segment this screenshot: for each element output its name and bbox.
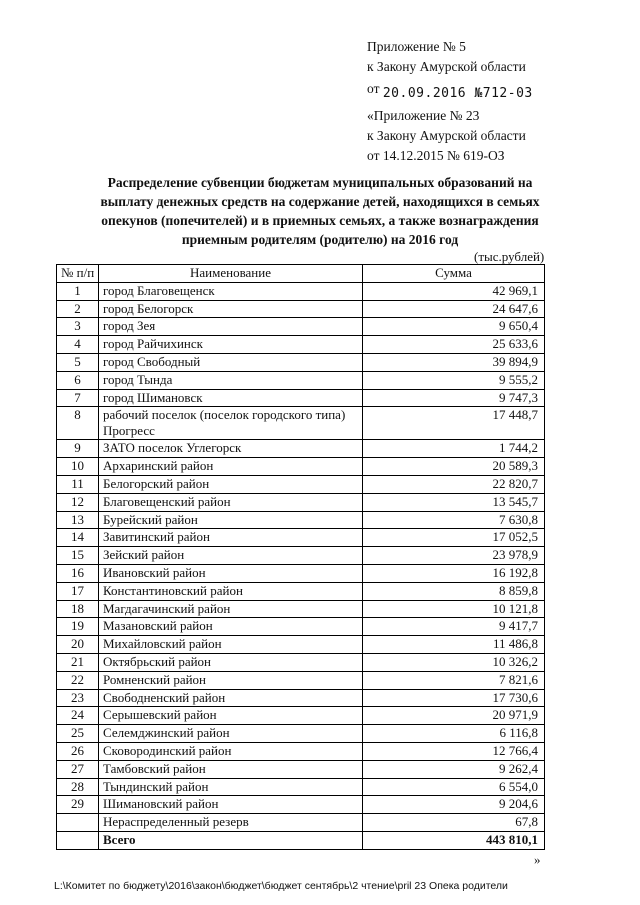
table-header-row: [57, 265, 545, 283]
row-number: 14: [57, 529, 99, 547]
row-sum: 9 204,6: [363, 796, 545, 814]
table-row: [57, 707, 545, 725]
table-row: [57, 547, 545, 565]
row-name: город Тында: [99, 371, 363, 389]
row-name: Константиновский район: [99, 582, 363, 600]
row-name: Ромненский район: [99, 671, 363, 689]
row-number: 17: [57, 582, 99, 600]
table-row: [57, 511, 545, 529]
row-sum: 8 859,8: [363, 582, 545, 600]
row-name: город Благовещенск: [99, 282, 363, 300]
table-row: [57, 564, 545, 582]
table-row: [57, 318, 545, 336]
row-name: Тындинский район: [99, 778, 363, 796]
table-row: [57, 300, 545, 318]
table-row: [57, 671, 545, 689]
row-number: 1: [57, 282, 99, 300]
row-sum: 20 971,9: [363, 707, 545, 725]
row-name: Сковородинский район: [99, 742, 363, 760]
row-number: [57, 814, 99, 832]
row-name: Октябрьский район: [99, 653, 363, 671]
table-row: [57, 282, 545, 300]
table-row: [57, 407, 545, 440]
row-name: Шимановский район: [99, 796, 363, 814]
row-number: 12: [57, 493, 99, 511]
row-number: 2: [57, 300, 99, 318]
row-name: Селемджинский район: [99, 725, 363, 743]
row-number: 25: [57, 725, 99, 743]
table-row: [57, 475, 545, 493]
title-line: выплату денежных средств на содержание детей, находящихся в семьях: [100, 194, 540, 209]
table-row: [57, 796, 545, 814]
table-total-row: [57, 831, 545, 849]
column-header-number: № п/п: [57, 265, 99, 283]
law-date-number: 20.09.2016 №712-03: [382, 86, 533, 101]
row-name: Мазановский район: [99, 618, 363, 636]
row-sum: 25 633,6: [363, 336, 545, 354]
row-number: 8: [57, 407, 99, 440]
row-name: Свободненский район: [99, 689, 363, 707]
file-path-footer: L:\Комитет по бюджету\2016\закон\бюджет\бюджет сентябрь\2 чтение\pril 23 Опека родители: [54, 880, 508, 892]
table-row: [57, 600, 545, 618]
row-number: 23: [57, 689, 99, 707]
table-row: [57, 618, 545, 636]
row-sum: 10 121,8: [363, 600, 545, 618]
table-row: [57, 636, 545, 654]
row-name: Завитинский район: [99, 529, 363, 547]
row-sum: 9 747,3: [363, 389, 545, 407]
row-number: 5: [57, 353, 99, 371]
row-name: Бурейский район: [99, 511, 363, 529]
table-row: [57, 814, 545, 832]
row-sum: 20 589,3: [363, 458, 545, 476]
row-name: Зейский район: [99, 547, 363, 565]
appendix-date-line: [367, 79, 533, 104]
row-sum: 9 650,4: [363, 318, 545, 336]
table-row: [57, 336, 545, 354]
row-sum: 9 555,2: [363, 371, 545, 389]
document-title: [40, 173, 600, 249]
row-number: 3: [57, 318, 99, 336]
row-sum: 6 554,0: [363, 778, 545, 796]
row-name: город Свободный: [99, 353, 363, 371]
appendix-number: Приложение № 5: [367, 39, 466, 54]
row-name: ЗАТО поселок Углегорск: [99, 440, 363, 458]
closing-quote: »: [534, 852, 541, 867]
row-sum: 22 820,7: [363, 475, 545, 493]
table-row: [57, 371, 545, 389]
row-name: Архаринский район: [99, 458, 363, 476]
row-number: 24: [57, 707, 99, 725]
total-sum: 443 810,1: [363, 831, 545, 849]
table-row: [57, 389, 545, 407]
row-sum: 24 647,6: [363, 300, 545, 318]
table-row: [57, 742, 545, 760]
table-row: [57, 458, 545, 476]
appendix-law: к Закону Амурской области: [367, 59, 526, 74]
original-appendix-law: к Закону Амурской области: [367, 128, 526, 143]
row-number: 10: [57, 458, 99, 476]
row-sum: 17 730,6: [363, 689, 545, 707]
row-number: 15: [57, 547, 99, 565]
row-number: 28: [57, 778, 99, 796]
row-number: 21: [57, 653, 99, 671]
row-name: город Шимановск: [99, 389, 363, 407]
row-sum: 11 486,8: [363, 636, 545, 654]
column-header-sum: Сумма: [363, 265, 545, 283]
table-row: [57, 440, 545, 458]
title-line: опекунов (попечителей) и в приемных семьях, а также вознаграждения: [101, 213, 539, 228]
row-name: город Зея: [99, 318, 363, 336]
table-row: [57, 493, 545, 511]
row-name: Ивановский район: [99, 564, 363, 582]
row-number: 13: [57, 511, 99, 529]
row-sum: 42 969,1: [363, 282, 545, 300]
row-sum: 7 821,6: [363, 671, 545, 689]
row-number: 27: [57, 760, 99, 778]
row-number: 19: [57, 618, 99, 636]
title-line: Распределение субвенции бюджетам муниципальных образований на: [107, 175, 533, 190]
row-sum: 9 417,7: [363, 618, 545, 636]
original-appendix-header: [367, 106, 526, 166]
row-number: 18: [57, 600, 99, 618]
row-sum: 39 894,9: [363, 353, 545, 371]
original-appendix-number: «Приложение № 23: [367, 108, 480, 123]
subsidy-table: [56, 264, 545, 850]
row-number: 6: [57, 371, 99, 389]
row-number: 22: [57, 671, 99, 689]
row-name: город Райчихинск: [99, 336, 363, 354]
row-number: 7: [57, 389, 99, 407]
table-row: [57, 653, 545, 671]
total-number: [57, 831, 99, 849]
table-row: [57, 778, 545, 796]
table-row: [57, 760, 545, 778]
row-name: Белогорский район: [99, 475, 363, 493]
row-sum: 17 448,7: [363, 407, 545, 440]
row-name: Магдагачинский район: [99, 600, 363, 618]
table-row: [57, 725, 545, 743]
row-number: 20: [57, 636, 99, 654]
row-number: 16: [57, 564, 99, 582]
row-number: 11: [57, 475, 99, 493]
row-sum: 67,8: [363, 814, 545, 832]
row-number: 9: [57, 440, 99, 458]
original-appendix-date: от 14.12.2015 № 619-ОЗ: [367, 148, 505, 163]
units-label: (тыс.рублей): [474, 249, 545, 264]
row-sum: 7 630,8: [363, 511, 545, 529]
row-sum: 16 192,8: [363, 564, 545, 582]
row-sum: 23 978,9: [363, 547, 545, 565]
table-row: [57, 353, 545, 371]
row-sum: 10 326,2: [363, 653, 545, 671]
date-prefix: от: [367, 81, 380, 96]
table-row: [57, 689, 545, 707]
table-row: [57, 582, 545, 600]
row-name: Нераспределенный резерв: [99, 814, 363, 832]
row-name: Благовещенский район: [99, 493, 363, 511]
row-sum: 6 116,8: [363, 725, 545, 743]
appendix-header: [367, 37, 533, 104]
row-name: рабочий поселок (поселок городского типа) Прогресс: [99, 407, 363, 440]
table-row: [57, 529, 545, 547]
row-name: Серышевский район: [99, 707, 363, 725]
column-header-name: Наименование: [99, 265, 363, 283]
row-number: 4: [57, 336, 99, 354]
row-sum: 9 262,4: [363, 760, 545, 778]
total-label: Всего: [99, 831, 363, 849]
row-number: 26: [57, 742, 99, 760]
title-line: приемным родителям (родителю) на 2016 год: [181, 232, 459, 247]
row-name: город Белогорск: [99, 300, 363, 318]
row-name: Тамбовский район: [99, 760, 363, 778]
row-sum: 1 744,2: [363, 440, 545, 458]
row-sum: 17 052,5: [363, 529, 545, 547]
row-number: 29: [57, 796, 99, 814]
row-sum: 13 545,7: [363, 493, 545, 511]
row-name: Михайловский район: [99, 636, 363, 654]
row-sum: 12 766,4: [363, 742, 545, 760]
